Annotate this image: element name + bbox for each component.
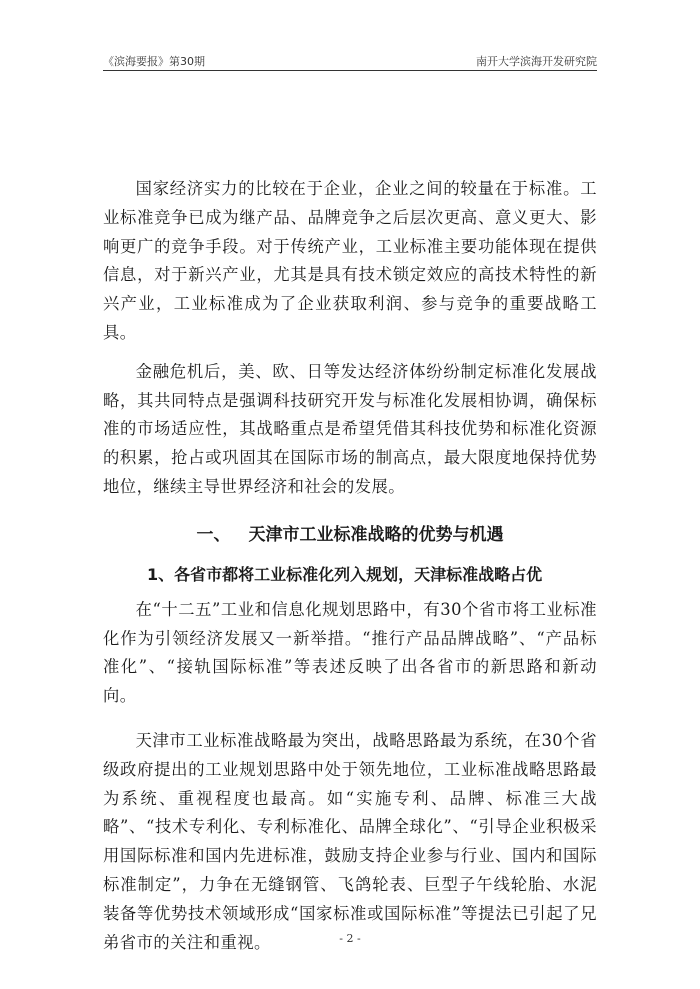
paragraph-financial-crisis: 金融危机后，美、欧、日等发达经济体纷纷制定标准化发展战略，其共同特点是强调科技研究开发与标准化发展相协调，确保标准的市场适应性，其战略重点是希望凭借其科技优势和标准化资源的积累，抢占或巩固其在国际市场的制高点，最大限度地保持优势地位，继续主导世界经济和社会的发展。: [103, 361, 597, 496]
page-body: [103, 175, 597, 957]
subsection-heading: 1、各省市都将工业标准化列入规划，天津标准战略占优: [147, 564, 543, 584]
page-header: [103, 52, 597, 71]
section-heading: [103, 522, 597, 548]
section-title: 天津市工业标准战略的优势与机遇: [248, 524, 504, 545]
section-number: 一、: [196, 524, 231, 545]
header-institution: 南开大学滨海开发研究院: [476, 55, 597, 68]
paragraph-standards-competition: 国家经济实力的比较在于企业，企业之间的较量在于标准。工业标准竞争已成为继产品、品牌竞争之后层次更高、意义更大、影响更广的竞争手段。对于传统产业，工业标准主要功能体现在提供信息，对于新兴产业，尤其是具有技术锁定效应的高技术特性的新兴产业，工业标准成为了企业获取利润、参与竞争的重要战略工具。: [103, 179, 597, 342]
paragraph-tianjin-strategy: 天津市工业标准战略最为突出，战略思路最为系统，在30个省级政府提出的工业规划思路中处于领先地位，工业标准战略思路最为系统、重视程度也最高。如“实施专利、品牌、标准三大战略”、“技术专利化、专利标准化、品牌全球化”、“引导企业积极采用国际标准和国内先进标准，鼓励支持企业参与行业、国内和国际标准制定”，力争在无缝钢管、飞鸽轮表、巨型子午线轮胎、水泥装备等优势技术领域形成“国家标准或国际标准”等提法已引起了兄弟省市的关注和重视。: [103, 730, 597, 952]
header-publication: 《滨海要报》第30期: [103, 55, 205, 68]
page-number: - 2 -: [339, 932, 361, 945]
paragraph-provincial-plans: 在“十二五”工业和信息化规划思路中，有30个省市将工业标准化作为引领经济发展又一新举措。“推行产品品牌战略”、“产品标准化”、“接轨国际标准”等表述反映了出各省市的新思路和新动向。: [103, 599, 597, 706]
